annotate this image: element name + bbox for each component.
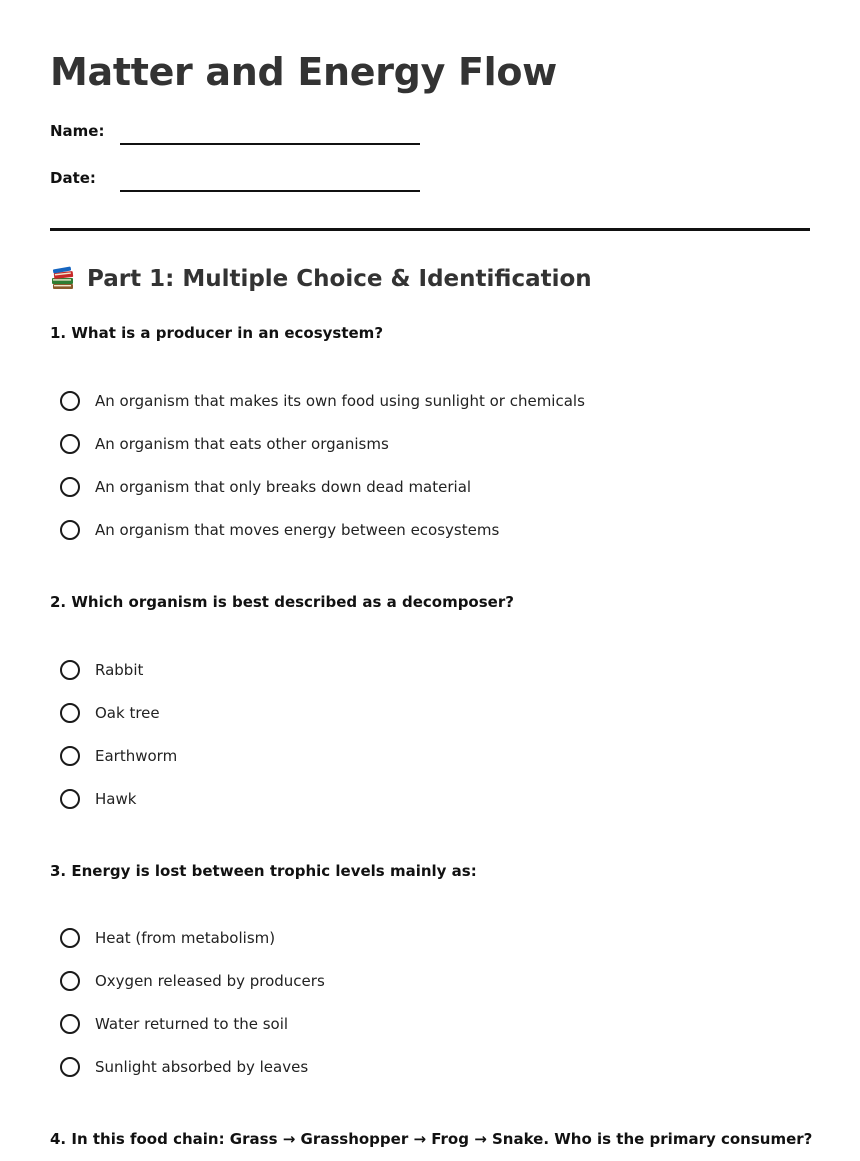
option-label: Heat (from metabolism) bbox=[95, 929, 276, 947]
option-label: An organism that eats other organisms bbox=[95, 435, 389, 453]
question-1: 1. What is a producer in an ecosystem? bbox=[50, 324, 384, 342]
q1-option-b[interactable] bbox=[60, 431, 389, 457]
date-label: Date: bbox=[50, 169, 96, 187]
radio-button[interactable] bbox=[60, 434, 80, 454]
radio-button[interactable] bbox=[60, 477, 80, 497]
radio-button[interactable] bbox=[60, 1014, 80, 1034]
date-input-line[interactable] bbox=[120, 190, 420, 192]
option-label: Earthworm bbox=[95, 747, 178, 765]
q2-option-b[interactable] bbox=[60, 700, 160, 726]
radio-button[interactable] bbox=[60, 391, 80, 411]
radio-button[interactable] bbox=[60, 1057, 80, 1077]
option-label: An organism that only breaks down dead material bbox=[95, 478, 472, 496]
radio-button[interactable] bbox=[60, 703, 80, 723]
q3-option-c[interactable] bbox=[60, 1011, 288, 1037]
name-input-line[interactable] bbox=[120, 143, 420, 145]
option-label: Hawk bbox=[95, 790, 137, 808]
option-label: Oak tree bbox=[95, 704, 160, 722]
radio-button[interactable] bbox=[60, 520, 80, 540]
header-divider bbox=[50, 228, 810, 231]
q3-option-b[interactable] bbox=[60, 968, 325, 994]
radio-button[interactable] bbox=[60, 746, 80, 766]
question-3: 3. Energy is lost between trophic levels mainly as: bbox=[50, 862, 477, 880]
date-field bbox=[50, 165, 450, 195]
radio-button[interactable] bbox=[60, 789, 80, 809]
q1-option-c[interactable] bbox=[60, 474, 471, 500]
q2-option-c[interactable] bbox=[60, 743, 177, 769]
name-field bbox=[50, 118, 450, 148]
section-title bbox=[50, 266, 592, 292]
question-2: 2. Which organism is best described as a decomposer? bbox=[50, 593, 514, 611]
books-icon bbox=[50, 266, 76, 292]
radio-button[interactable] bbox=[60, 971, 80, 991]
q2-option-d[interactable] bbox=[60, 786, 136, 812]
section-title-text: Part 1: Multiple Choice & Identification bbox=[87, 266, 592, 292]
question-4: 4. In this food chain: Grass → Grasshopper → Frog → Snake. Who is the primary consumer? bbox=[50, 1130, 813, 1148]
q1-option-a[interactable] bbox=[60, 388, 585, 414]
option-label: Oxygen released by producers bbox=[95, 972, 325, 990]
radio-button[interactable] bbox=[60, 928, 80, 948]
q2-option-a[interactable] bbox=[60, 657, 143, 683]
option-label: Sunlight absorbed by leaves bbox=[95, 1058, 309, 1076]
option-label: Water returned to the soil bbox=[95, 1015, 289, 1033]
option-label: An organism that moves energy between ecosystems bbox=[95, 521, 500, 539]
name-label: Name: bbox=[50, 122, 105, 140]
radio-button[interactable] bbox=[60, 660, 80, 680]
q3-option-a[interactable] bbox=[60, 925, 275, 951]
page-title: Matter and Energy Flow bbox=[50, 50, 557, 94]
option-label: Rabbit bbox=[95, 661, 144, 679]
q3-option-d[interactable] bbox=[60, 1054, 308, 1080]
option-label: An organism that makes its own food using sunlight or chemicals bbox=[95, 392, 585, 410]
q1-option-d[interactable] bbox=[60, 517, 499, 543]
